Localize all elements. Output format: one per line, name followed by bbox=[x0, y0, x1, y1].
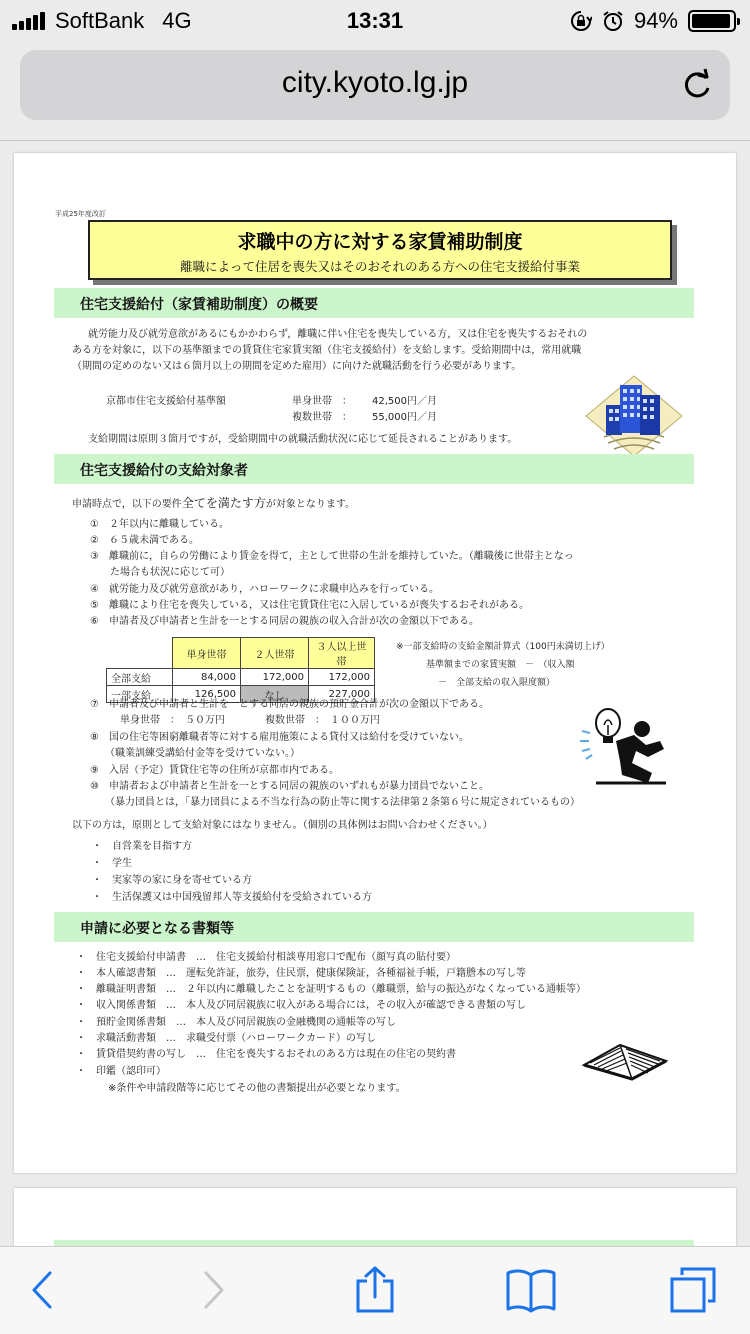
back-icon[interactable] bbox=[18, 1265, 68, 1315]
section-heading: 住宅支援給付の支給対象者 bbox=[80, 463, 248, 479]
body-line: （期間の定めのない又は６箇月以上の期間を定めた雇用）に向けた就職活動を行う必要があります。 bbox=[72, 361, 522, 372]
requirement-item: ⑩ 申請者および申請者と生計を一とする同居の親族のいずれもが暴力団員でないこと。 bbox=[90, 781, 489, 792]
section-heading: 住宅支援給付（家賃補助制度）の概要 bbox=[80, 297, 318, 313]
document-item: ・ 賃貸借契約書の写し … 住宅を喪失するおそれのある方は現在の住宅の契約書 bbox=[76, 1049, 456, 1060]
exclusion-item: ・ 学生 bbox=[92, 858, 132, 869]
document-item: ・ 収入関係書類 … 本人及び同居親族に収入がある場合には，その収入が確認できる書類の写し bbox=[76, 1000, 526, 1011]
title-box bbox=[88, 220, 672, 280]
page-subtitle: 離職によって住居を喪失又はそのおそれのある方への住宅支援給付事業 bbox=[179, 259, 580, 274]
table-header: ３人以上世帯 bbox=[309, 638, 375, 669]
battery-percent: 94% bbox=[633, 8, 678, 33]
status-bar bbox=[0, 0, 750, 40]
forward-icon[interactable] bbox=[188, 1265, 238, 1315]
browser-toolbar bbox=[0, 1246, 750, 1334]
section-heading: 申請に必要となる書類等 bbox=[80, 921, 234, 937]
intro-text: 申請時点で，以下の要件 bbox=[72, 499, 182, 510]
requirement-item: （暴力団員とは，「暴力団員による不当な行為の防止等に関する法律第２条第６号に規定されているもの） bbox=[90, 797, 580, 808]
intro-text: が対象となります。 bbox=[265, 499, 356, 510]
table-cell: 126,500 bbox=[173, 686, 241, 703]
table-cell: なし bbox=[241, 686, 309, 703]
requirement-item: ⑨ 入居（予定）賃貸住宅等の住所が京都市内である。 bbox=[90, 765, 339, 776]
requirement-item: ④ 就労能力及び就労意欲があり，ハローワークに求職申込みを行っている。 bbox=[90, 584, 439, 595]
exclusion-item: ・ 生活保護又は中国残留邦人等支援給付を受給されている方 bbox=[92, 892, 372, 903]
rotation-lock-icon bbox=[570, 10, 592, 32]
bookmarks-icon[interactable] bbox=[506, 1265, 556, 1315]
document-item: ・ 求職活動書類 … 求職受付票（ハローワークカード）の写し bbox=[76, 1033, 376, 1044]
exclusion-note: 以下の方は，原則として支給対象にはなりません。（個別の具体例はお問い合わせください。） bbox=[72, 820, 493, 831]
table-cell: 84,000 bbox=[173, 669, 241, 686]
row-label: 全部支給 bbox=[107, 669, 173, 686]
document-item: ・ 本人確認書類 … 運転免許証，旅券，住民票，健康保険証，各種福祉手帳，戸籍謄本の写し等 bbox=[76, 968, 526, 979]
formula-line: ※一部支給時の支給金額計算式（100円未満切上げ） bbox=[396, 642, 610, 652]
exclusion-item: ・ 自営業を目指す方 bbox=[92, 841, 192, 852]
documents-footnote: ※条件や申請段階等に応じてその他の書類提出が必要となります。 bbox=[108, 1083, 406, 1094]
section-overview-header bbox=[54, 288, 694, 318]
building-illustration bbox=[584, 371, 684, 459]
job-seeker-illustration bbox=[576, 701, 672, 791]
chrome-divider bbox=[0, 140, 750, 141]
multi-amount: 55,000円／月 bbox=[372, 412, 437, 423]
requirement-item: ⑥ 申請者及び申請者と生計を一とする同居の親族の収入合計が次の金額以下である。 bbox=[90, 616, 479, 627]
document-item: ・ 住宅支援給付申請書 … 住宅支援給付相談専用窓口で配布（顔写真の貼付要） bbox=[76, 952, 456, 963]
pdf-page[interactable] bbox=[14, 153, 736, 1173]
alarm-icon bbox=[602, 10, 624, 32]
single-label: 単身世帯 ： bbox=[292, 396, 352, 407]
reload-icon[interactable] bbox=[680, 68, 714, 102]
single-amount: 42,500円／月 bbox=[372, 396, 437, 407]
table-row bbox=[107, 669, 375, 686]
standard-label: 京都市住宅支援給付基準額 bbox=[106, 396, 226, 407]
requirement-item: た場合も状況に応じて可） bbox=[90, 567, 230, 578]
requirement-item: （職業訓練受講給付金等を受けていない。） bbox=[90, 748, 300, 759]
requirement-item: ③ 離職前に，自らの労働により賃金を得て，主として世帯の生計を維持していた。（離職後に世帯主となっ bbox=[90, 551, 574, 562]
table-header-row bbox=[107, 638, 375, 669]
open-book-illustration bbox=[580, 1031, 672, 1083]
requirement-item: 単身世帯 ： ５０万円 複数世帯 ： １００万円 bbox=[90, 715, 380, 726]
row-label: 一部支給 bbox=[107, 686, 173, 703]
network-type: 4G bbox=[162, 8, 192, 33]
requirement-item: ② ６５歳未満である。 bbox=[90, 535, 199, 546]
carrier-name: SoftBank bbox=[55, 8, 145, 33]
table-cell: 227,000 bbox=[309, 686, 375, 703]
table-header: 単身世帯 bbox=[173, 638, 241, 669]
section-documents-header bbox=[54, 912, 694, 942]
formula-line: 基準額までの家賃実額 － （収入額 bbox=[426, 660, 575, 670]
requirement-item: ① ２年以内に離職している。 bbox=[90, 519, 229, 530]
address-bar[interactable] bbox=[20, 50, 730, 120]
clock: 13:31 bbox=[346, 8, 404, 33]
eligibility-intro bbox=[72, 495, 355, 513]
table-cell: 172,000 bbox=[309, 669, 375, 686]
table-header: ２人世帯 bbox=[241, 638, 309, 669]
tabs-icon[interactable] bbox=[668, 1265, 718, 1315]
page-title: 求職中の方に対する家賃補助制度 bbox=[237, 231, 523, 253]
income-limit-table bbox=[106, 637, 375, 703]
battery-icon bbox=[688, 10, 736, 32]
multi-label: 複数世帯 ： bbox=[292, 412, 352, 423]
url-text[interactable]: city.kyoto.lg.jp bbox=[281, 66, 469, 99]
period-note: 支給期間は原則３箇月ですが，受給期間中の就職活動状況に応じて延長されることがあります。 bbox=[88, 434, 518, 445]
intro-emphasis: 全てを満たす方 bbox=[181, 496, 266, 510]
document-item: ・ 印鑑（認印可） bbox=[76, 1066, 166, 1077]
section-eligibility-header bbox=[54, 454, 694, 484]
body-line: 就労能力及び就労意欲があるにもかかわらず，離職に伴い住宅を喪失している方，又は住宅を喪失するおそれの bbox=[88, 329, 588, 340]
document-item: ・ 預貯金関係書類 … 本人及び同居親族の金融機関の通帳等の写し bbox=[76, 1017, 396, 1028]
requirement-item: ⑦ 申請者及び申請者と生計を一とする同居の親族の預貯金合計が次の金額以下である。 bbox=[90, 699, 489, 710]
document-item: ・ 離職証明書類 … ２年以内に離職したことを証明するもの（離職票，給与の振込がなくなっている通帳等） bbox=[76, 984, 586, 995]
share-icon[interactable] bbox=[350, 1265, 400, 1315]
requirement-item: ⑤ 離職により住宅を喪失している，又は住宅賃貸住宅に入居しているが喪失するおそれがある。 bbox=[90, 600, 529, 611]
body-line: ある方を対象に，以下の基準額までの賃貸住宅家賃実額（住宅支援給付）を支給します。受給期間中は，常用就職 bbox=[72, 345, 582, 356]
exclusion-item: ・ 実家等の家に身を寄せている方 bbox=[92, 875, 252, 886]
table-corner bbox=[107, 638, 173, 669]
revision-note: 平成25年度改訂 bbox=[55, 210, 106, 218]
requirement-item: ⑧ 国の住宅等困窮離職者等に対する雇用施策による貸付又は給付を受けていない。 bbox=[90, 732, 469, 743]
formula-line: － 全部支給の収入限度額） bbox=[438, 678, 556, 688]
table-cell: 172,000 bbox=[241, 669, 309, 686]
